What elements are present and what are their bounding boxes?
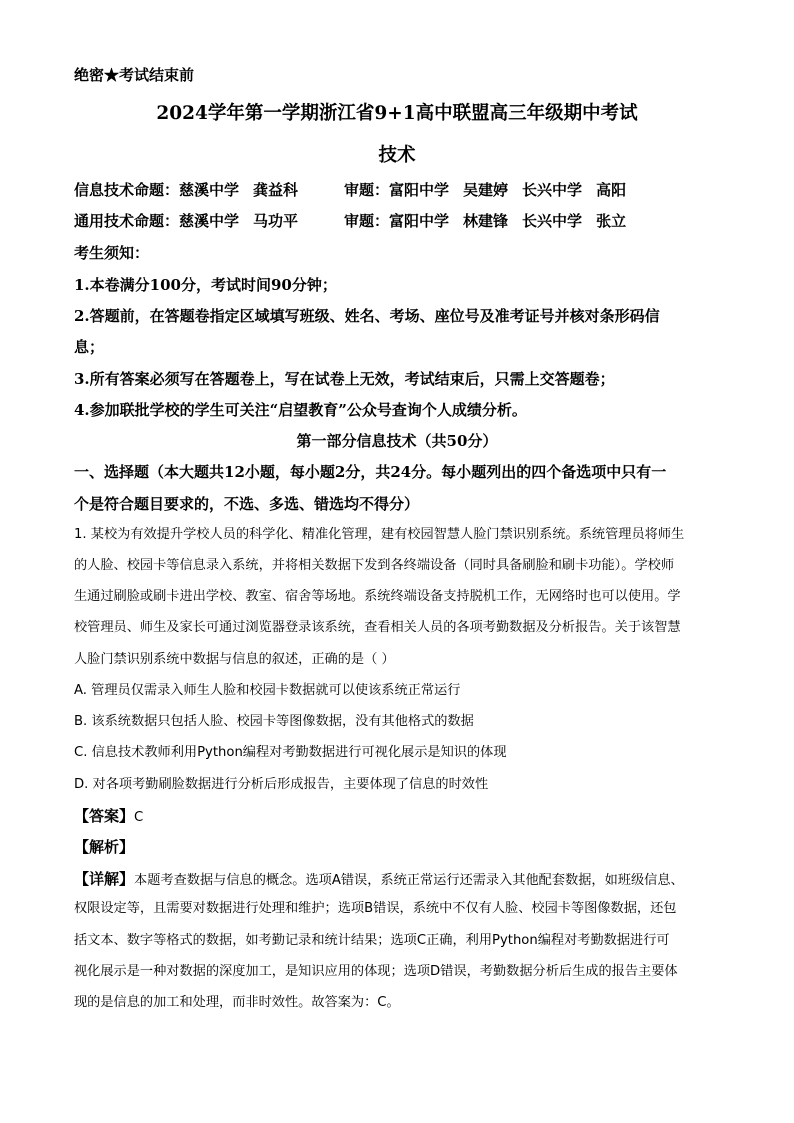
reviewer-name: 林建锋 (463, 212, 509, 230)
answer-tag: 【答案】 (74, 807, 135, 825)
author-role: 信息技术命题： (74, 181, 180, 199)
detail-line: 现的是信息的加工和处理，而非时效性。故答案为：C。 (74, 995, 400, 1010)
detail-line (74, 871, 684, 887)
option-b: B. 该系统数据只包括人脸、校园卡等图像数据，没有其他格式的数据 (74, 714, 474, 729)
reviewer-name: 高阳 (596, 181, 627, 199)
reviewer-name: 张立 (596, 212, 627, 230)
question-stem-line: 校管理员、师生及家长可通过浏览器登录该系统，查看相关人员的各项考勤数据及分析报告。关于该智慧 (74, 620, 681, 635)
notice-item: 1.本卷满分100分，考试时间90分钟； (74, 276, 337, 294)
question-stem-line: 人脸门禁识别系统中数据与信息的叙述，正确的是（ ） (74, 652, 395, 667)
reviewer-name: 吴建婷 (463, 181, 509, 199)
answer-line (74, 808, 143, 824)
authors-general-line (74, 214, 298, 229)
notice-item: 3.所有答案必须写在答题卷上，写在试卷上无效，考试结束后，只需上交答题卷； (74, 370, 615, 388)
notice-heading: 考生须知： (74, 244, 150, 262)
review-label: 审题： (344, 181, 390, 199)
review-label: 审题： (344, 212, 390, 230)
detail-line: 括文本、数字等格式的数据，如考勤记录和统计结果；选项C正确，利用Python编程对考勤数据进行可 (74, 933, 670, 948)
reviewers-general-line (344, 214, 626, 229)
detail-text: 本题考查数据与信息的概念。选项A错误，系统正常运行还需录入其他配套数据，如班级信息、 (134, 873, 684, 888)
author-name: 马功平 (253, 212, 299, 230)
notice-item: 息； (74, 338, 105, 356)
exam-subject: 技术 (378, 145, 416, 166)
exam-title: 2024学年第一学期浙江省9+1高中联盟高三年级期中考试 (156, 103, 638, 124)
question-stem-line: 的人脸、校园卡等信息录入系统，并将相关数据下发到各终端设备（同时具备刷脸和刷卡功能）。学校师 (74, 558, 675, 573)
question-stem-line: 1. 某校为有效提升学校人员的科学化、精准化管理，建有校园智慧人脸门禁识别系统。系统管理员将师生 (74, 527, 685, 542)
reviewers-it-line (344, 183, 626, 198)
reviewer-school: 长兴中学 (522, 181, 583, 199)
author-school: 慈溪中学 (179, 181, 240, 199)
detail-tag: 【详解】 (74, 870, 135, 888)
author-role: 通用技术命题： (74, 212, 180, 230)
reviewer-school: 富阳中学 (389, 181, 450, 199)
answer-value: C (134, 810, 144, 825)
section-instruction: 个是符合题目要求的，不选、多选、错选均不得分） (74, 495, 420, 513)
section-instruction: 一、选择题（本大题共12小题，每小题2分，共24分。每小题列出的四个备选项中只有一 (74, 463, 667, 481)
confidential-mark: 绝密★考试结束前 (74, 66, 195, 84)
author-school: 慈溪中学 (179, 212, 240, 230)
option-c: C. 信息技术教师利用Python编程对考勤数据进行可视化展示是知识的体现 (74, 745, 507, 760)
option-d: D. 对各项考勤刷脸数据进行分析后形成报告，主要体现了信息的时效性 (74, 777, 489, 792)
author-name: 龚益科 (253, 181, 299, 199)
detail-line: 视化展示是一种对数据的深度加工，是知识应用的体现；选项D错误，考勤数据分析后生成的报告主要体 (74, 964, 678, 979)
part-heading: 第一部分信息技术（共50分） (296, 432, 498, 450)
notice-item: 4.参加联批学校的学生可关注“启望教育”公众号查询个人成绩分析。 (74, 401, 527, 419)
authors-it-line (74, 183, 298, 198)
question-stem-line: 生通过刷脸或刷卡进出学校、教室、宿舍等场地。系统终端设备支持脱机工作，无网络时也可以使用。学 (74, 589, 681, 604)
reviewer-school: 长兴中学 (522, 212, 583, 230)
reviewer-school: 富阳中学 (389, 212, 450, 230)
option-a: A. 管理员仅需录入师生人脸和校园卡数据就可以使该系统正常运行 (74, 683, 461, 698)
detail-line: 权限设定等，且需要对数据进行处理和维护；选项B错误，系统中不仅有人脸、校园卡等图像数据，还包 (74, 901, 677, 916)
analysis-tag: 【解析】 (74, 838, 135, 856)
notice-item: 2.答题前，在答题卷指定区域填写班级、姓名、考场、座位号及准考证号并核对条形码信 (74, 307, 660, 325)
